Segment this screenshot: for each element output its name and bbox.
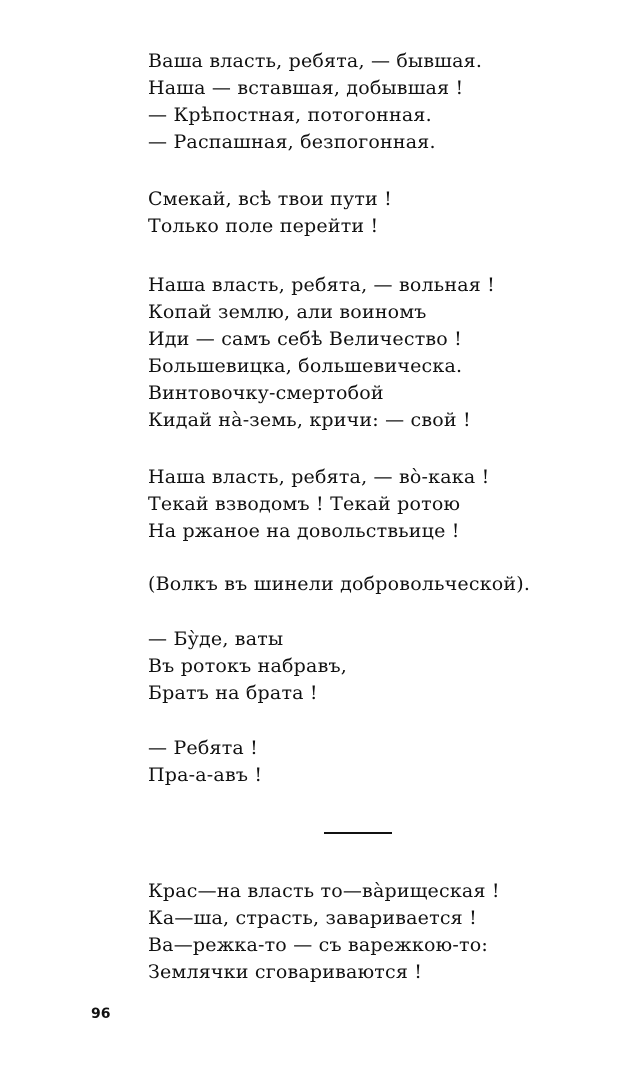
verse-line: Пра-а-авъ ! <box>148 764 263 786</box>
stanza-7 <box>148 735 262 789</box>
section-divider <box>324 832 392 834</box>
stanza-4 <box>148 464 489 545</box>
verse-line: — Ребята ! <box>148 737 259 759</box>
verse-line: Копай землю, али воиномъ <box>148 301 427 323</box>
verse-line: Землячки сговариваются ! <box>148 961 423 983</box>
verse-line: Наша власть, ребята, — вольная ! <box>148 274 495 296</box>
verse-line: — Бу̀де, ваты <box>148 628 284 650</box>
page-number: 96 <box>91 1006 111 1022</box>
verse-line: Текай взводомъ ! Текай ротою <box>148 493 461 515</box>
verse-line: Смекай, всѣ твои пути ! <box>148 188 392 210</box>
verse-line: — Распашная, безпогонная. <box>148 131 436 153</box>
verse-line: Братъ на брата ! <box>148 682 318 704</box>
stanza-6 <box>148 626 347 707</box>
verse-line: Наша — вставшая, добывшая ! <box>148 77 464 99</box>
verse-line: Иди — самъ себѣ Величество ! <box>148 328 463 350</box>
verse-line: Только поле перейти ! <box>148 215 379 237</box>
verse-line: На ржаное на довольствьице ! <box>148 520 460 542</box>
verse-line: Ва—режка-то — съ варежкою-то: <box>148 934 488 956</box>
stanza-1 <box>148 48 482 156</box>
verse-line: Наша власть, ребята, — вò-кака ! <box>148 466 490 488</box>
verse-line: Въ ротокъ набравъ, <box>148 655 347 677</box>
verse-line: — Крѣпостная, потогонная. <box>148 104 432 126</box>
verse-line: Крас—на власть то—ва̀рищеская ! <box>148 880 500 902</box>
verse-line: Кидай нà-земь, кричи: — свой ! <box>148 409 471 431</box>
stanza-8 <box>148 878 500 986</box>
verse-line: Большевицка, большевическа. <box>148 355 463 377</box>
stanza-3 <box>148 272 495 434</box>
verse-line: Ваша власть, ребята, — бывшая. <box>148 50 483 72</box>
verse-line: Винтовочку-смертобой <box>148 382 384 404</box>
stanza-2 <box>148 186 392 240</box>
verse-line: Ка—ша, страсть, заваривается ! <box>148 907 477 929</box>
verse-line: (Волкъ въ шинели добровольческой). <box>148 573 531 595</box>
stanza-5 <box>148 571 530 598</box>
